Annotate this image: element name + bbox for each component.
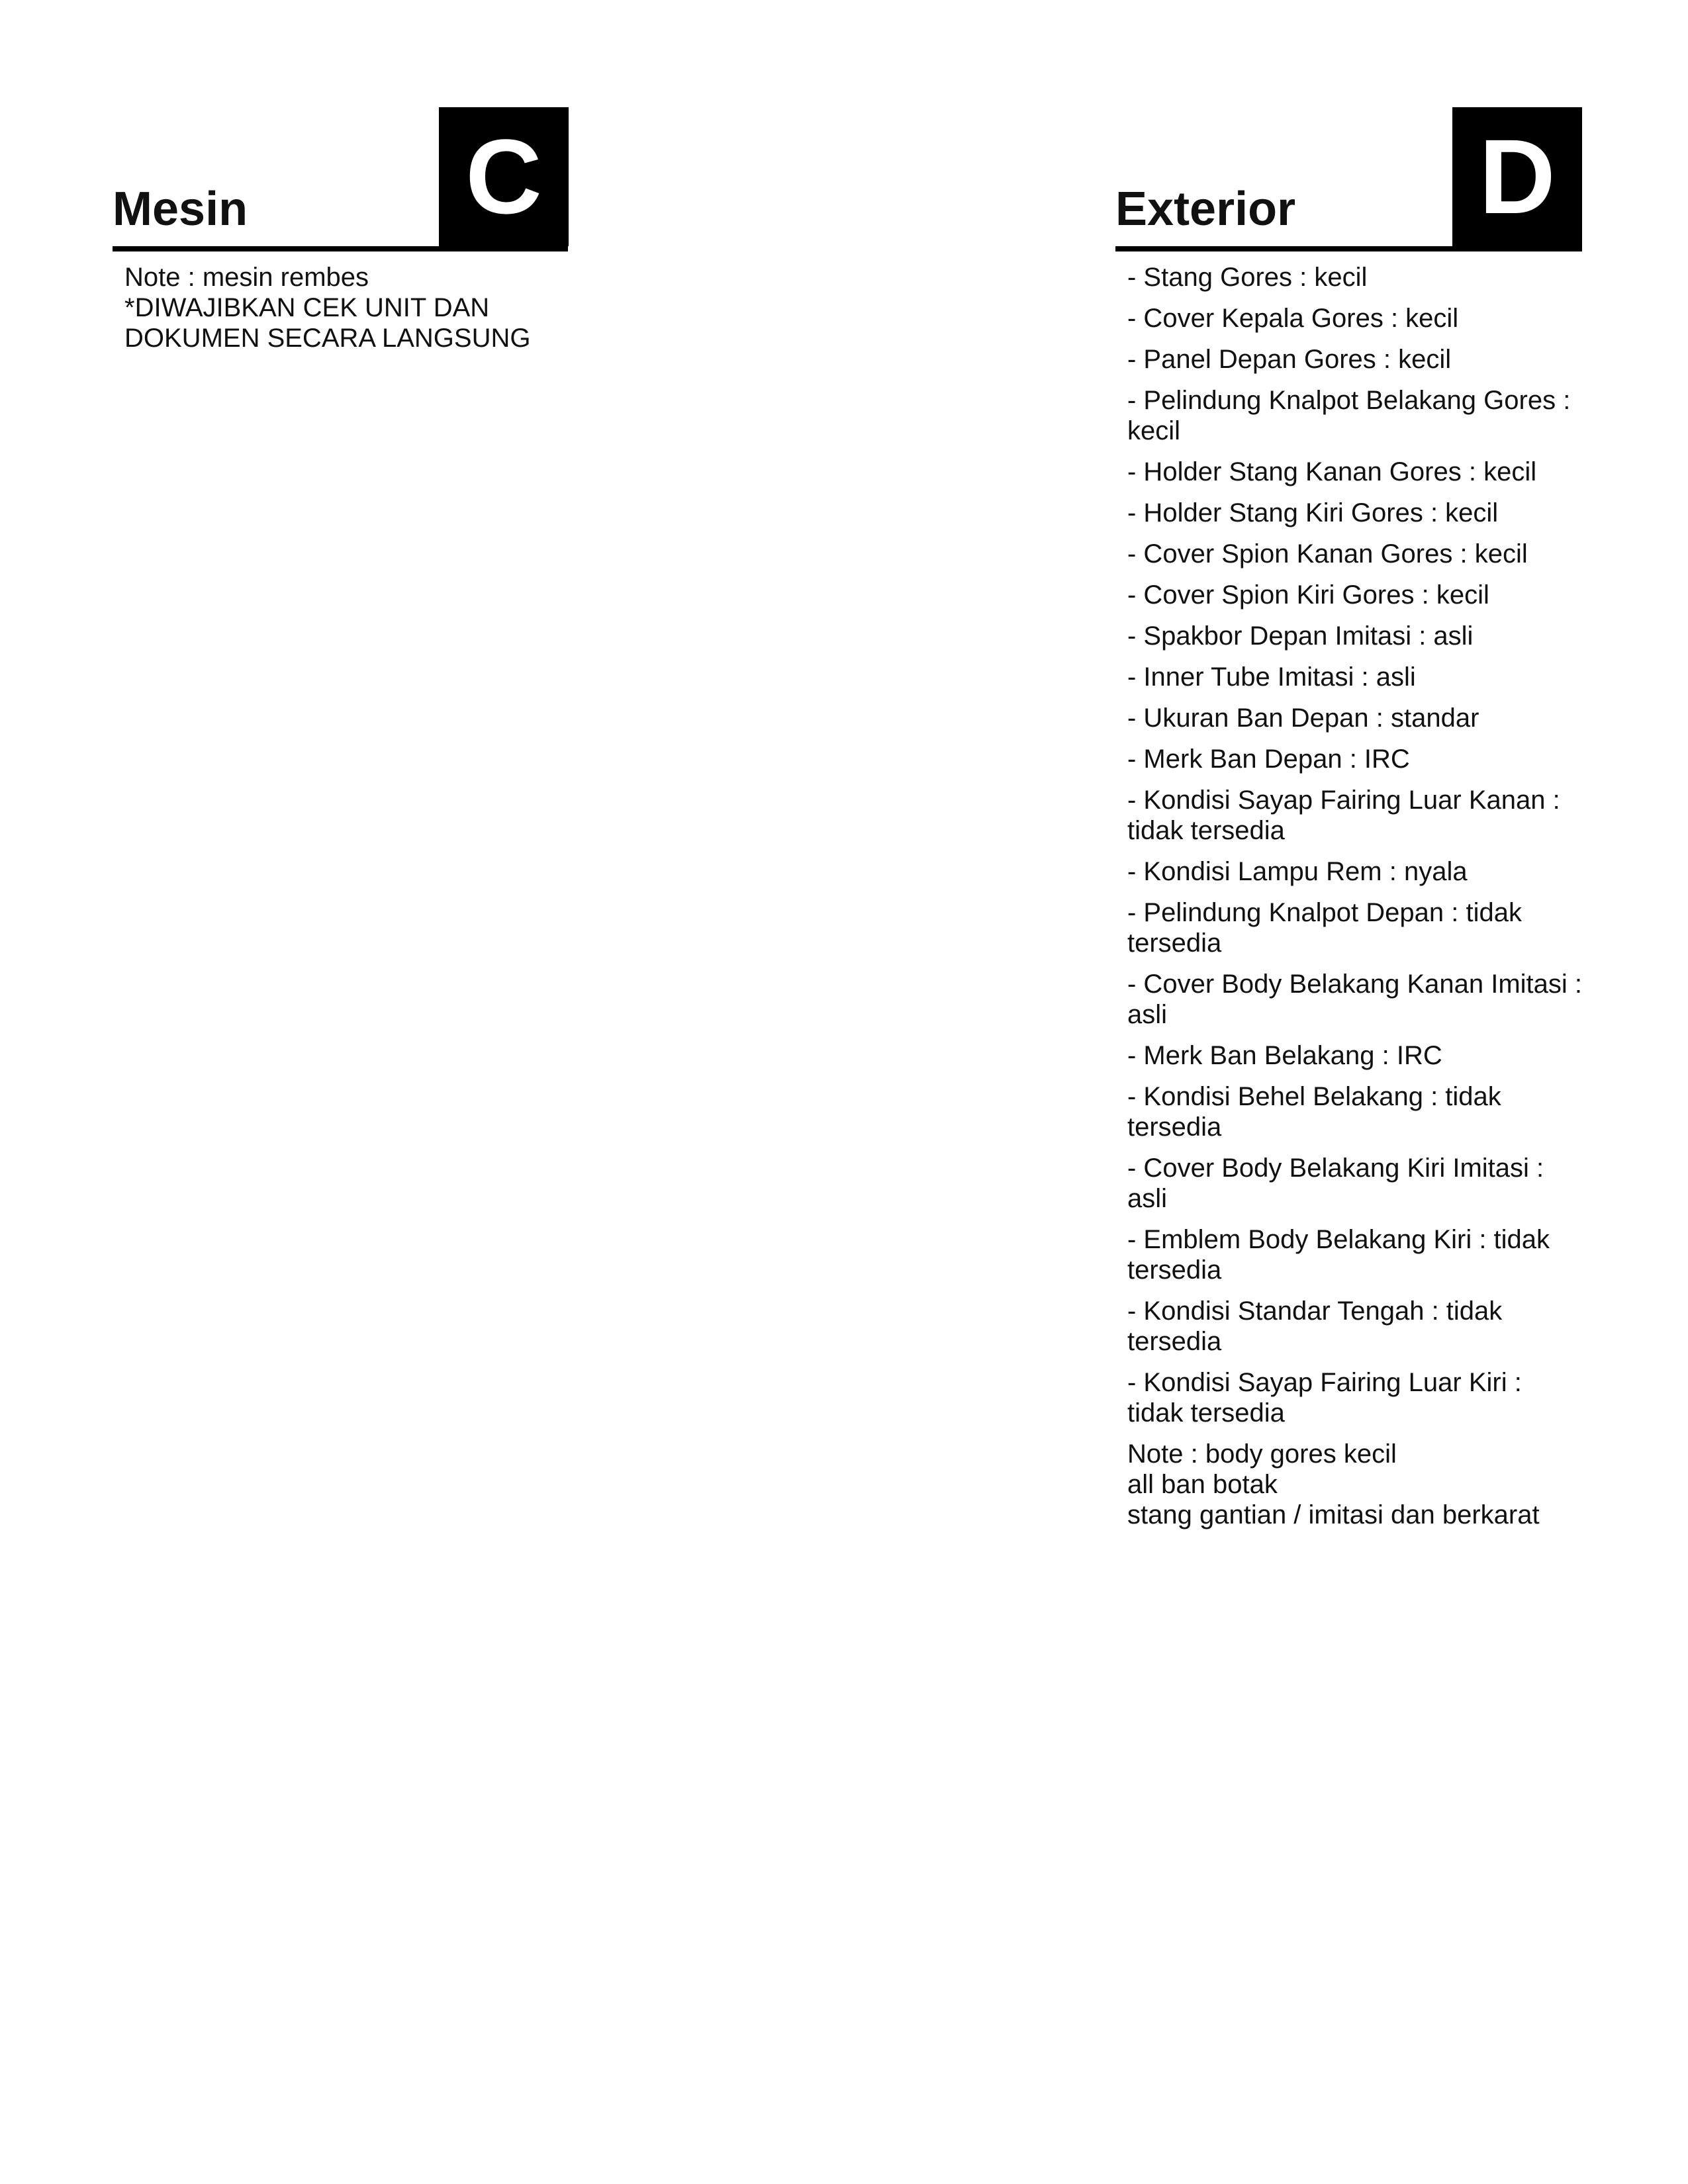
exterior-item: - Holder Stang Kanan Gores : kecil (1127, 457, 1537, 486)
note-line: DOKUMEN SECARA LANGSUNG (124, 324, 531, 353)
section-title-mesin: Mesin (113, 183, 248, 236)
exterior-item: - Kondisi Behel Belakang : tidak tersedia (1127, 1082, 1501, 1142)
section-letter-d: D (1452, 107, 1582, 246)
mesin-note (124, 262, 568, 353)
exterior-item: - Stang Gores : kecil (1127, 263, 1368, 292)
section-mesin (113, 107, 568, 353)
exterior-item: - Kondisi Sayap Fairing Luar Kiri : tidak tersedia (1127, 1368, 1522, 1428)
exterior-item: - Kondisi Standar Tengah : tidak tersedia (1127, 1297, 1503, 1356)
exterior-note (1127, 1439, 1582, 1530)
section-exterior (1115, 107, 1582, 1530)
note-line: Note : body gores kecil (1127, 1439, 1397, 1469)
exterior-item: - Holder Stang Kiri Gores : kecil (1127, 498, 1499, 527)
note-line: *DIWAJIBKAN CEK UNIT DAN (124, 293, 490, 322)
section-title-exterior: Exterior (1115, 183, 1296, 236)
note-line: Note : mesin rembes (124, 263, 369, 292)
note-line: all ban botak (1127, 1470, 1278, 1499)
exterior-item: - Cover Kepala Gores : kecil (1127, 304, 1459, 333)
exterior-item: - Emblem Body Belakang Kiri : tidak tersedia (1127, 1225, 1550, 1285)
exterior-item: - Cover Body Belakang Kanan Imitasi : asli (1127, 970, 1583, 1029)
exterior-item: - Merk Ban Belakang : IRC (1127, 1041, 1442, 1070)
exterior-item: - Inner Tube Imitasi : asli (1127, 662, 1416, 692)
exterior-item: - Cover Spion Kiri Gores : kecil (1127, 580, 1489, 610)
exterior-item: - Cover Spion Kanan Gores : kecil (1127, 539, 1528, 569)
section-letter-c: C (439, 107, 569, 246)
section-body-mesin (113, 251, 568, 353)
exterior-item: - Panel Depan Gores : kecil (1127, 345, 1452, 374)
exterior-item: - Pelindung Knalpot Belakang Gores : kecil (1127, 386, 1571, 445)
section-header-exterior (1115, 107, 1582, 251)
exterior-item: - Kondisi Lampu Rem : nyala (1127, 857, 1468, 886)
exterior-item: - Pelindung Knalpot Depan : tidak tersedia (1127, 898, 1522, 958)
note-line: stang gantian / imitasi dan berkarat (1127, 1500, 1540, 1529)
exterior-item: - Ukuran Ban Depan : standar (1127, 704, 1479, 733)
section-header-mesin (113, 107, 568, 251)
exterior-item: - Kondisi Sayap Fairing Luar Kanan : tidak tersedia (1127, 786, 1560, 845)
exterior-item: - Spakbor Depan Imitasi : asli (1127, 621, 1474, 651)
exterior-item: - Cover Body Belakang Kiri Imitasi : asli (1127, 1154, 1544, 1213)
exterior-item: - Merk Ban Depan : IRC (1127, 745, 1410, 774)
section-body-exterior (1115, 251, 1582, 1530)
